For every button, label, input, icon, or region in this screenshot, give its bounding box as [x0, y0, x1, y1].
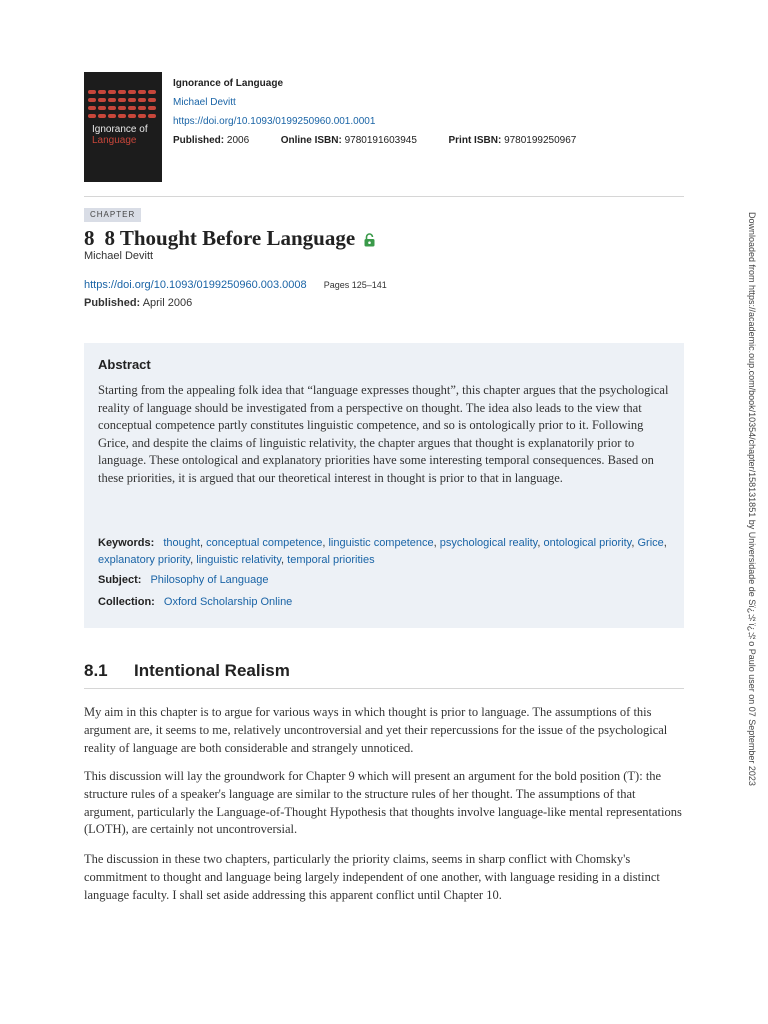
online-isbn-label: Online ISBN:	[280, 135, 342, 146]
keyword-link[interactable]: linguistic relativity	[196, 554, 282, 566]
body-paragraph-2: This discussion will lay the groundwork for Chapter 9 which will present an argument for the bold position (T): the structure rules of a speaker's language are similar to the structure rules of her thought. The assumptions of that argument, particularly the Language‐of‐Thought Hypothesis that thoughts involve language‐like mental representations (LOTH), are certainly not uncontroversial.	[84, 769, 682, 837]
download-note: Downloaded from https://academic.oup.com/book/10354/chapter/158131851 by Universidade de Sï¿½ï¿½o Paulo user on 07 September 2023	[747, 212, 757, 786]
section-heading	[84, 661, 290, 681]
chapter-pages: Pages 125–141	[323, 280, 387, 290]
collection-label: Collection:	[98, 596, 155, 608]
cover-title	[92, 124, 148, 146]
print-isbn-label: Print ISBN:	[448, 135, 502, 146]
chapter-title	[84, 225, 375, 251]
collection-link[interactable]: Oxford Scholarship Online	[163, 596, 293, 608]
keywords-label: Keywords:	[98, 537, 155, 549]
cover-pattern	[88, 90, 158, 118]
chapter-title-text: 8 Thought Before Language	[104, 226, 356, 250]
chapter-published-label: Published:	[84, 297, 141, 309]
book-published-value: 2006	[226, 135, 250, 146]
keyword-link[interactable]: temporal priorities	[287, 554, 375, 566]
section-title: Intentional Realism	[134, 661, 290, 680]
keyword-link[interactable]: linguistic competence	[328, 537, 434, 549]
chapter-doi-row	[84, 279, 387, 291]
chapter-tag: CHAPTER	[84, 208, 141, 222]
print-isbn-value: 9780199250967	[504, 135, 577, 146]
section-number: 8.1	[84, 661, 108, 680]
collection-row	[98, 596, 292, 608]
keywords-list: thought, conceptual competence, linguistic competence, psychological reality, ontological priority, Grice, explanatory priority, linguistic relativity, temporal priorities	[98, 537, 667, 566]
body-paragraph-1: My aim in this chapter is to argue for various ways in which thought is prior to language. The assumptions of this argument are, it seems to me, relatively uncontroversial and yet their repercussions for the issue of the psychological reality of language are both considerable and strangely unnoticed.	[84, 705, 668, 755]
subject-row	[98, 574, 269, 586]
cover-title-line2: Language	[92, 135, 137, 146]
book-published-label: Published:	[173, 135, 225, 146]
book-title[interactable]: Ignorance of Language	[173, 78, 284, 89]
keyword-link[interactable]: explanatory priority	[98, 554, 191, 566]
book-author-link[interactable]: Michael Devitt	[173, 97, 236, 108]
keyword-link[interactable]: ontological priority	[543, 537, 632, 549]
book-header	[84, 72, 684, 184]
cover-title-line1: Ignorance of	[92, 124, 148, 135]
section-divider	[84, 688, 684, 689]
book-cover-image[interactable]	[84, 72, 162, 182]
open-access-lock-icon	[364, 233, 375, 247]
book-doi-link[interactable]: https://doi.org/10.1093/0199250960.001.0001	[173, 116, 376, 127]
chapter-doi-link[interactable]: https://doi.org/10.1093/0199250960.003.0008	[84, 279, 307, 291]
abstract-box	[84, 343, 684, 628]
chapter-published-value: April 2006	[142, 297, 193, 309]
body-paragraph-3: The discussion in these two chapters, particularly the priority claims, seems in sharp conflict with Chomsky's commitment to thought and language being largely independent of one another, with language residing in a distinct language faculty. I shall set aside addressing this apparent conflict until Chapter 10.	[84, 852, 660, 902]
abstract-heading: Abstract	[98, 357, 151, 372]
header-divider	[84, 196, 684, 197]
keyword-link[interactable]: psychological reality	[439, 537, 538, 549]
abstract-text: Starting from the appealing folk idea that “language expresses thought”, this chapter argues that the psychological reality of language should be investigated from a perspective on thought. The idea also leads to the view that conceptual competence partly constitutes linguistic competence, and so is ontologically prior to it. Following Grice, and despite the claims of linguistic relativity, the chapter argues that thought is explanatorily prior to language. These ontological and explanatory priorities have some interesting temporal consequences. Based on these priorities, it is argued that our theoretical interest in thought is prior to that in language.	[98, 383, 669, 485]
book-meta	[173, 74, 576, 150]
keyword-link[interactable]: Grice	[637, 537, 664, 549]
chapter-published	[84, 297, 192, 309]
online-isbn-value: 9780191603945	[344, 135, 417, 146]
keyword-link[interactable]: thought	[163, 537, 201, 549]
book-isbn-row	[173, 131, 576, 150]
subject-label: Subject:	[98, 574, 142, 586]
keyword-link[interactable]: conceptual competence	[206, 537, 323, 549]
subject-link[interactable]: Philosophy of Language	[150, 574, 269, 586]
keywords-row	[98, 535, 670, 569]
chapter-author[interactable]: Michael Devitt	[84, 250, 154, 262]
chapter-number: 8	[84, 226, 95, 250]
